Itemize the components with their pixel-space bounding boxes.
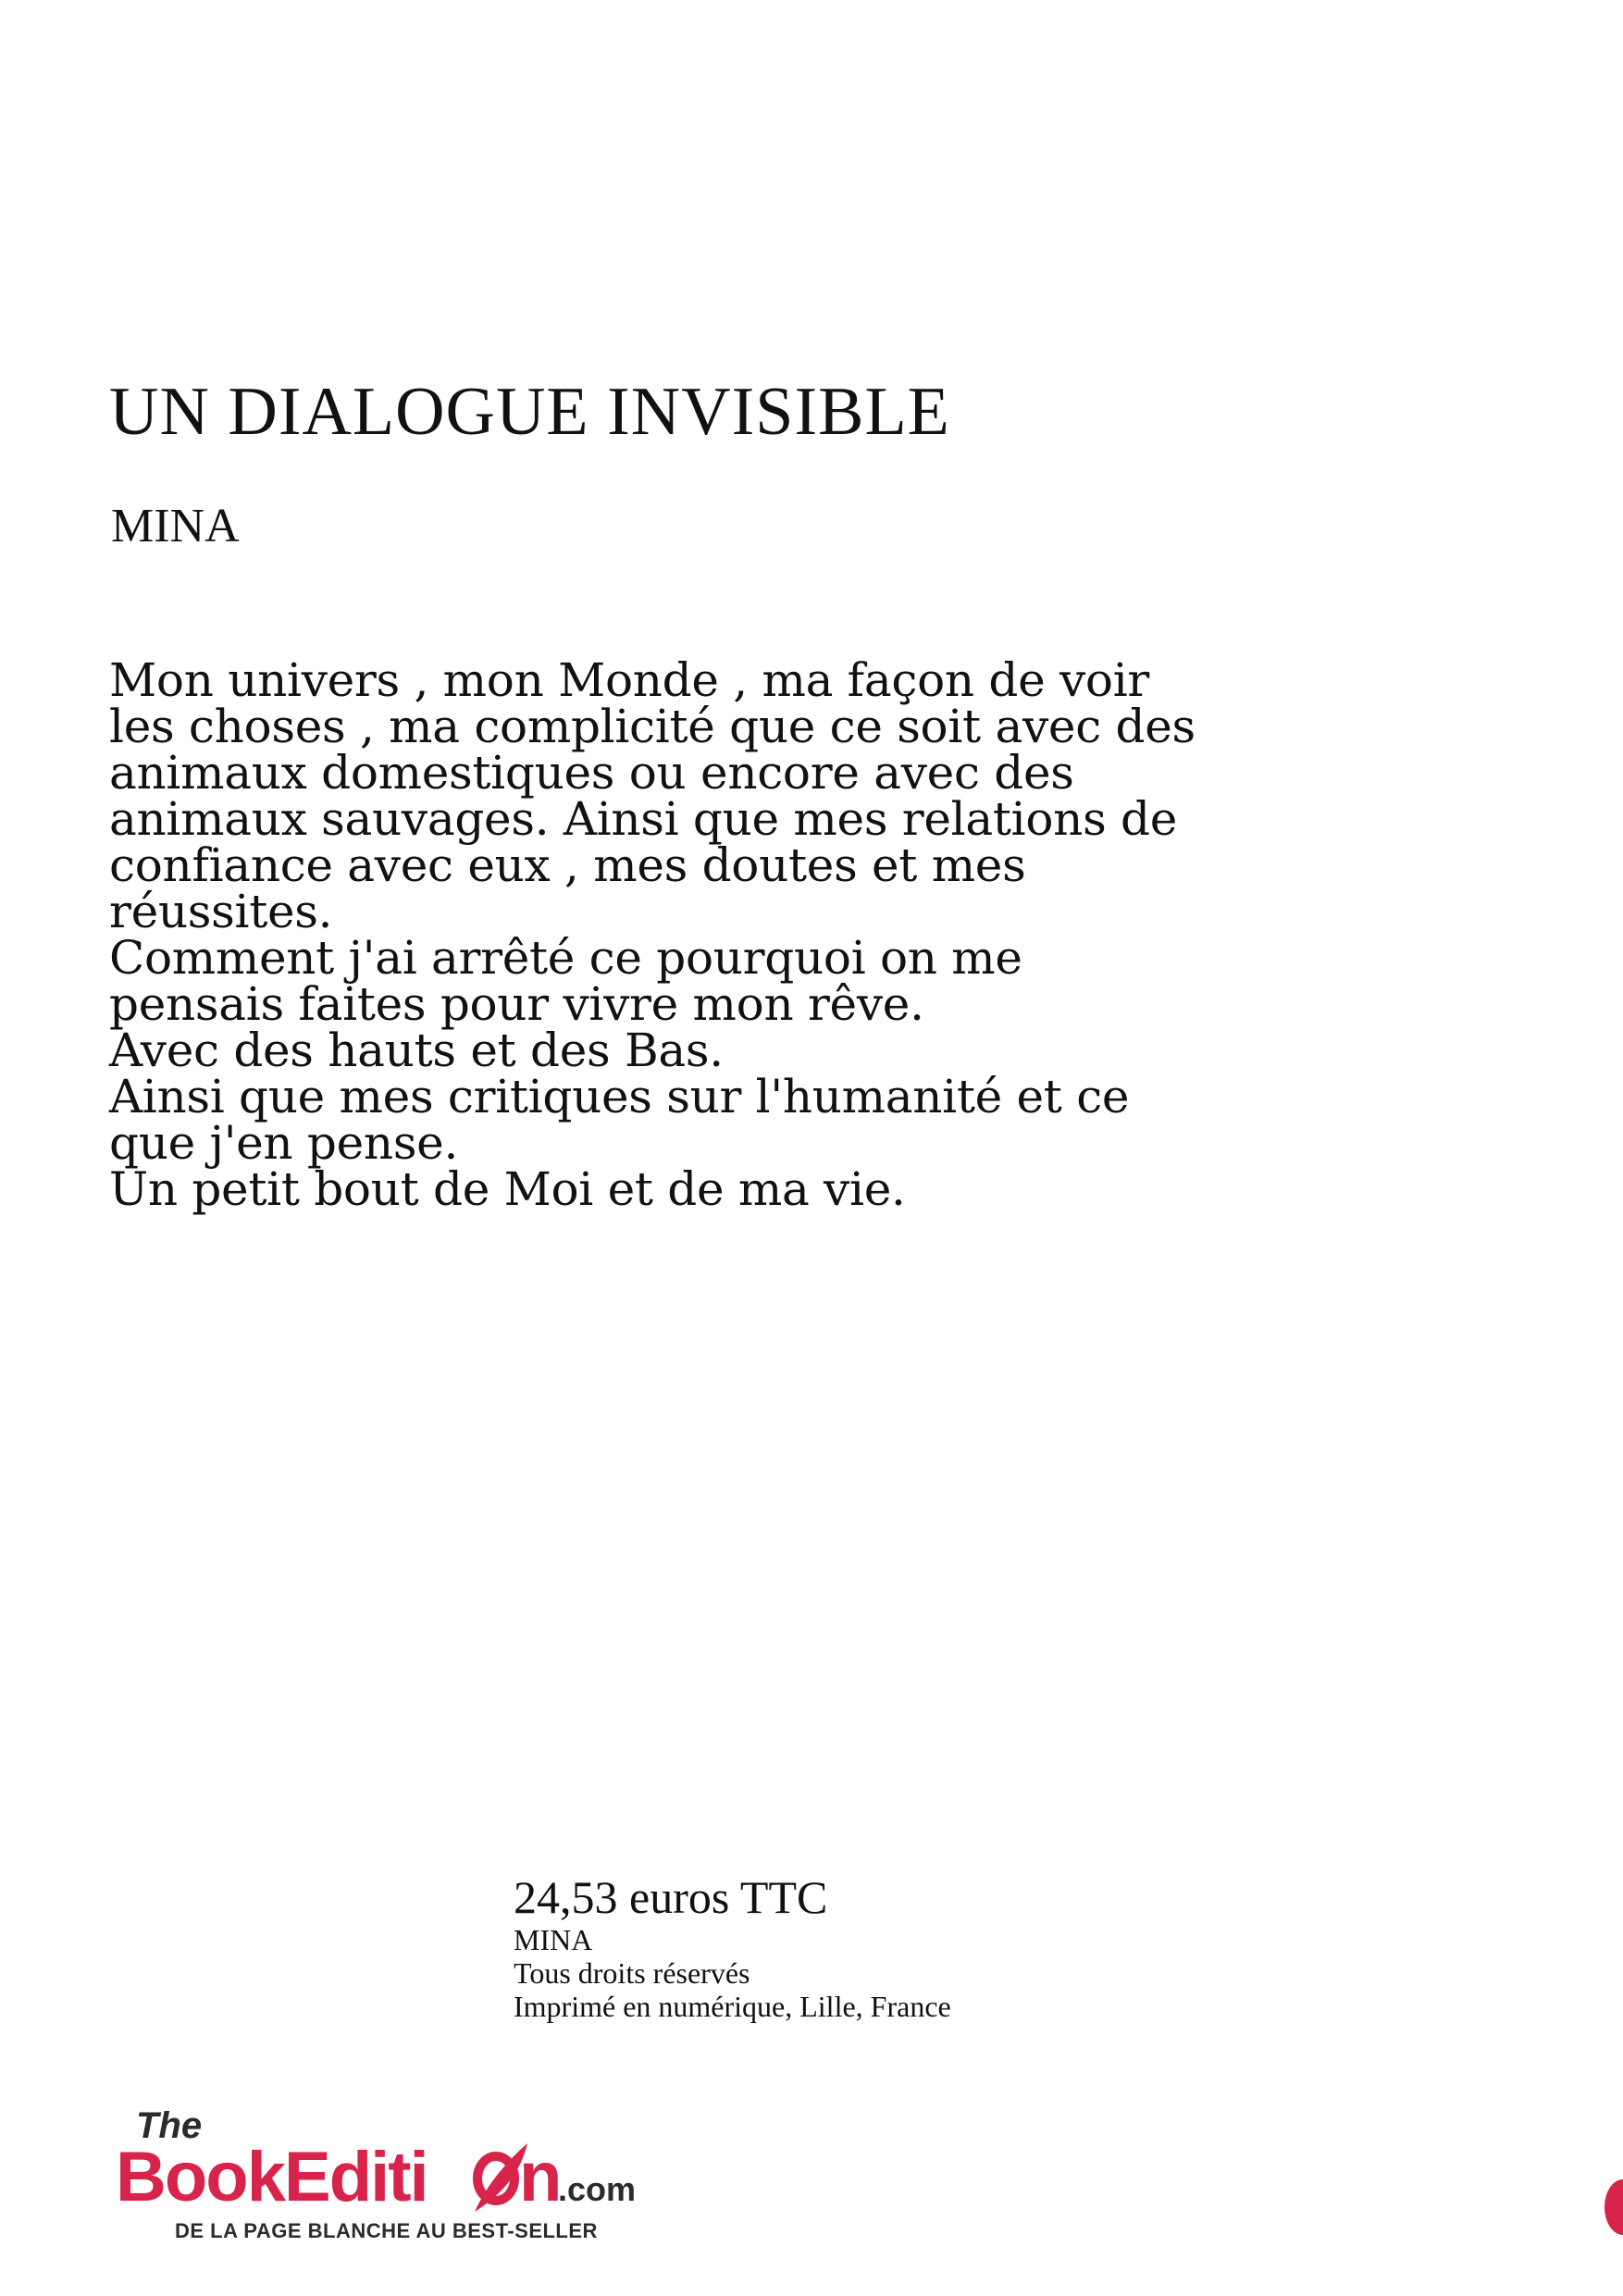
rights-notice: Tous droits réservés bbox=[514, 1956, 750, 1990]
edge-logo-mark bbox=[1604, 2179, 1623, 2235]
description-line: pensais faites pour vivre mon rêve. bbox=[109, 977, 924, 1031]
print-location: Imprimé en numérique, Lille, France bbox=[514, 1990, 951, 2023]
description-line: Comment j'ai arrêté ce pourquoi on me bbox=[109, 931, 1022, 985]
description-line: que j'en pense. bbox=[109, 1116, 459, 1170]
book-title: UN DIALOGUE INVISIBLE bbox=[109, 374, 950, 450]
logo-n-text: n bbox=[519, 2138, 563, 2216]
imprint-author: MINA bbox=[514, 1923, 593, 1956]
logo-book-edition-text: BookEditi bbox=[116, 2138, 427, 2216]
logo-tagline: DE LA PAGE BLANCHE AU BEST-SELLER bbox=[175, 2219, 598, 2242]
description-line: réussites. bbox=[109, 885, 333, 938]
book-author: MINA bbox=[111, 500, 240, 552]
description-line: Avec des hauts et des Bas. bbox=[109, 1024, 724, 1077]
bookedition-logo bbox=[116, 2099, 652, 2256]
logo-the-text: The bbox=[136, 2105, 203, 2146]
book-description bbox=[109, 653, 1294, 1216]
description-line: Mon univers , mon Monde , ma façon de voir bbox=[109, 653, 1150, 707]
description-line: animaux sauvages. Ainsi que mes relations de bbox=[109, 792, 1178, 846]
description-line: confiance avec eux , mes doutes et mes bbox=[109, 838, 1026, 892]
logo-dotcom-text: .com bbox=[558, 2170, 637, 2208]
description-line: animaux domestiques ou encore avec des bbox=[109, 746, 1074, 800]
price: 24,53 euros TTC bbox=[514, 1871, 828, 1923]
description-line: Un petit bout de Moi et de ma vie. bbox=[109, 1162, 906, 1216]
imprint-block bbox=[514, 1871, 951, 2023]
description-line: les choses , ma complicité que ce soit avec des bbox=[109, 700, 1196, 753]
description-line: Ainsi que mes critiques sur l'humanité et ce bbox=[109, 1070, 1130, 1123]
